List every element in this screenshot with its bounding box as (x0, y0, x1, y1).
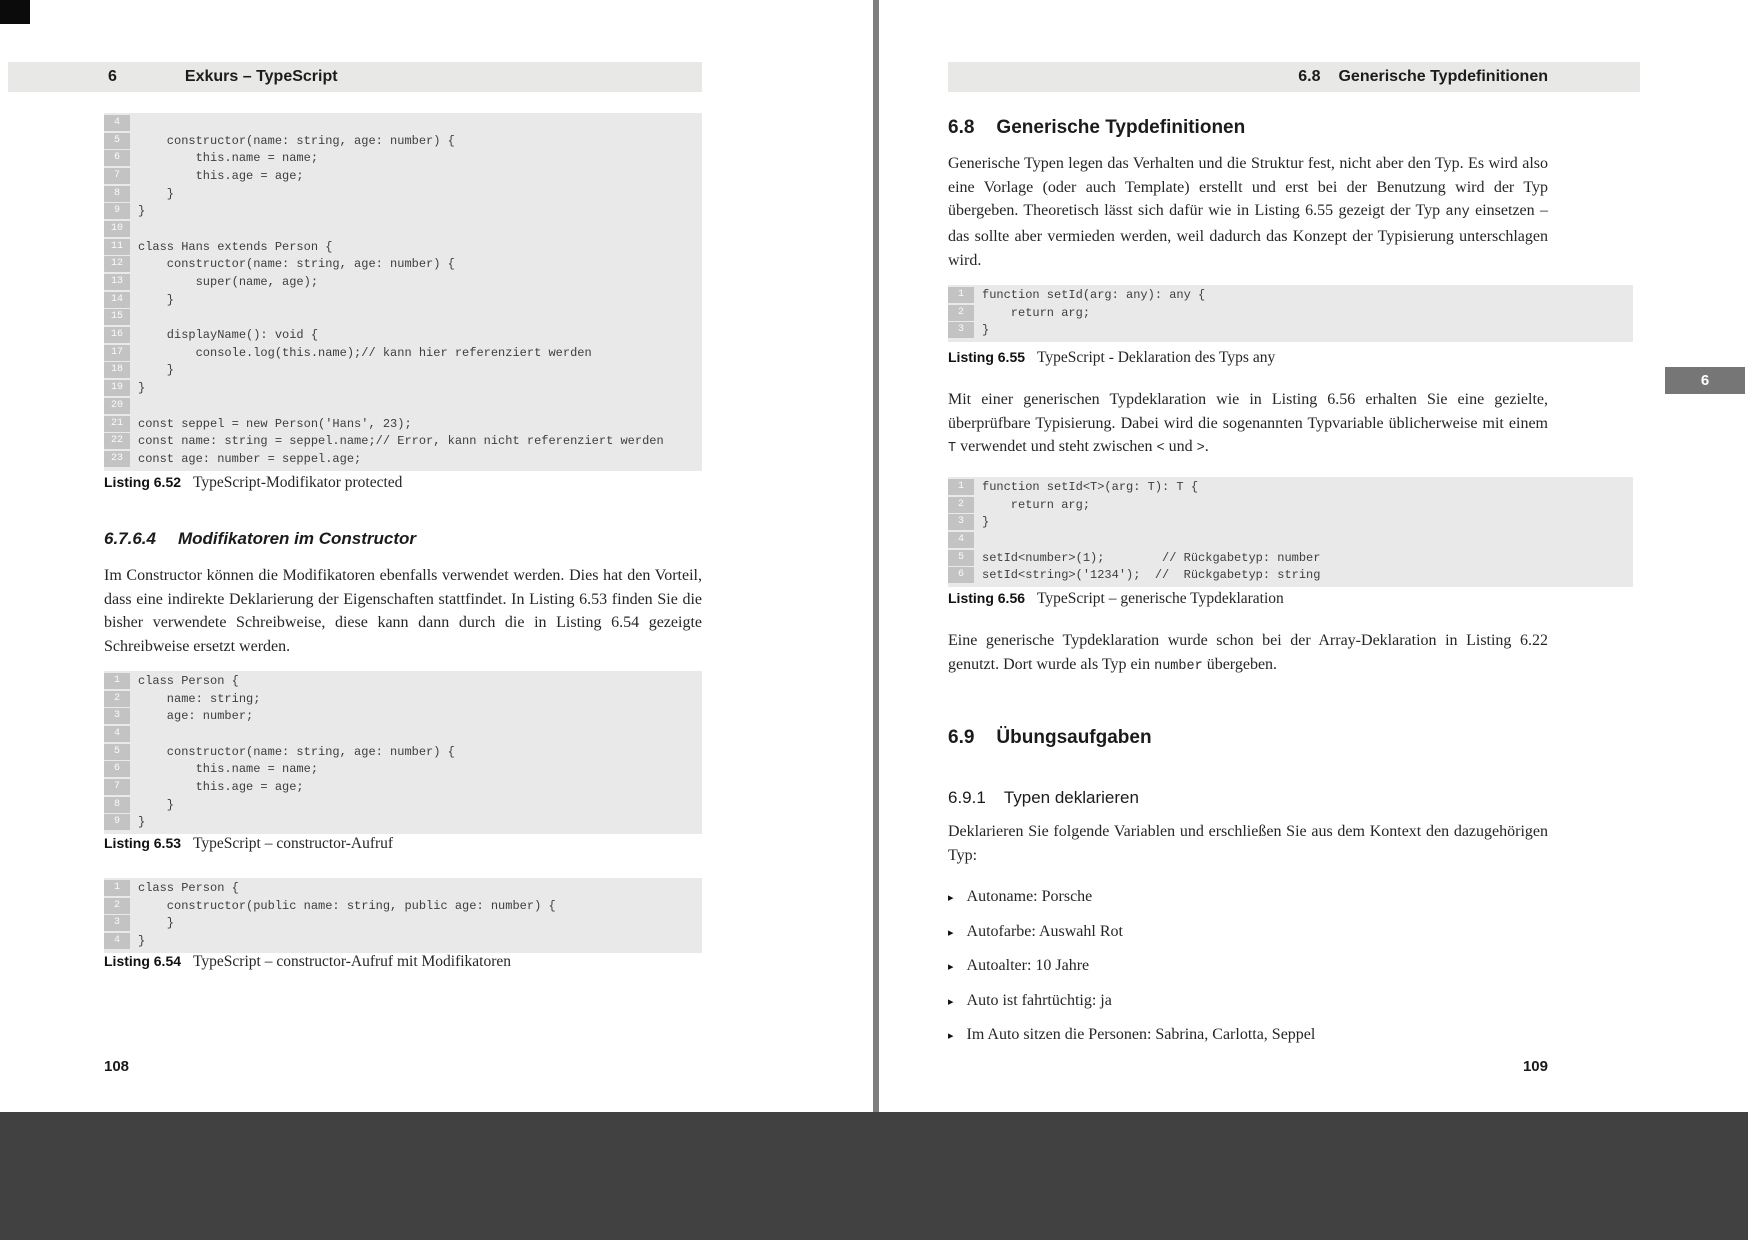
code-line (104, 256, 702, 274)
code-text: constructor(public name: string, public age: number) { (138, 898, 556, 913)
triangle-bullet-icon: ▸ (948, 1029, 954, 1042)
line-number: 4 (104, 933, 130, 949)
code-line (948, 496, 1633, 514)
code-line (104, 185, 702, 203)
code-line (948, 531, 1633, 549)
code-line (104, 344, 702, 362)
caption-label: Listing 6.56 (948, 590, 1026, 606)
bullet-item (948, 957, 1548, 975)
code-line (104, 914, 702, 932)
text-run: . (1204, 438, 1209, 456)
code-line (104, 778, 702, 796)
bullet-text: Autoalter: 10 Jahre (966, 957, 1090, 974)
line-number: 14 (104, 292, 130, 308)
caption-text: TypeScript – constructor-Aufruf (193, 835, 394, 852)
line-number: 2 (104, 691, 130, 707)
code-line (104, 238, 702, 256)
scan-corner-mark (0, 0, 30, 24)
line-number: 3 (104, 915, 130, 931)
triangle-bullet-icon: ▸ (948, 994, 954, 1008)
line-number: 12 (104, 256, 130, 272)
code-line (104, 273, 702, 291)
code-line (104, 932, 702, 950)
caption-text: TypeScript – generische Typdeklaration (1037, 590, 1284, 607)
line-number: 1 (104, 673, 130, 689)
section-number: 6.8 (948, 117, 975, 138)
section-number: 6.9.1 (948, 788, 986, 807)
code-text: } (138, 204, 146, 219)
text-run: übergeben. (1202, 655, 1278, 673)
caption-label: Listing 6.53 (104, 835, 182, 851)
code-line (948, 321, 1633, 339)
line-number: 7 (104, 168, 130, 184)
code-line (104, 132, 702, 150)
text-run: und (1164, 438, 1197, 456)
code-listing-6-55 (948, 285, 1633, 342)
code-text: const seppel = new Person('Hans', 23); (138, 416, 412, 431)
code-text: } (138, 916, 175, 931)
code-line (104, 202, 702, 220)
listing-caption-6-54 (104, 953, 511, 971)
code-line (104, 450, 702, 468)
code-line (104, 814, 702, 832)
code-line (104, 379, 702, 397)
text-run: einsetzen – das sollte aber vermieden werden, weil dadurch das Konzept der Typisierung unterschlagen wird. (948, 202, 1548, 269)
section-heading-69 (948, 727, 1152, 749)
bullet-text: Autofarbe: Auswahl Rot (966, 922, 1123, 940)
chapter-number: 6 (108, 68, 117, 85)
code-line (104, 220, 702, 238)
line-number: 3 (948, 322, 974, 338)
running-header-right (948, 62, 1640, 92)
code-line (104, 326, 702, 344)
line-number: 4 (104, 726, 130, 742)
line-number: 2 (948, 305, 974, 321)
section-heading-6764 (104, 529, 416, 549)
bullet-list (948, 888, 1548, 1061)
code-text: } (138, 797, 175, 812)
code-line (104, 760, 702, 778)
page-number-right: 109 (1522, 1058, 1548, 1075)
caption-text: TypeScript – constructor-Aufruf mit Modifikatoren (193, 953, 512, 970)
code-text: age: number; (138, 709, 254, 724)
bullet-item (948, 923, 1548, 941)
line-number: 17 (104, 345, 130, 361)
code-text: } (982, 515, 990, 530)
code-line (948, 513, 1633, 531)
listing-caption-6-53 (104, 835, 393, 853)
page-number-left: 108 (104, 1058, 130, 1075)
code-line (104, 725, 702, 743)
line-number: 6 (104, 761, 130, 777)
code-line (104, 167, 702, 185)
line-number: 10 (104, 221, 130, 237)
caption-text: TypeScript - Deklaration des Typs any (1037, 349, 1276, 366)
caption-label: Listing 6.55 (948, 349, 1026, 365)
line-number: 9 (104, 203, 130, 219)
code-text: this.age = age; (138, 168, 304, 183)
code-text: } (138, 381, 146, 396)
listing-caption-6-56 (948, 590, 1284, 608)
code-text: } (138, 186, 175, 201)
text-run: Generische Typen legen das Verhalten und die Struktur fest, nicht aber den Typ. Es wird also eine Vorlage (oder auch Template) erstellt und erst bei der Benutzung wird der Typ übergeben. Theoretisch lässt sich dafür wie in Listing 6.55 gezeigt der Typ (948, 155, 1548, 220)
code-line (104, 897, 702, 915)
bullet-text: Auto ist fahrtüchtig: ja (966, 991, 1112, 1009)
inline-code: > (1196, 441, 1205, 457)
code-line (104, 415, 702, 433)
body-paragraph (948, 152, 1548, 273)
code-line (104, 690, 702, 708)
body-paragraph: Deklarieren Sie folgende Variablen und erschließen Sie aus dem Kontext den dazugehörigen Typ: (948, 823, 1548, 864)
triangle-bullet-icon: ▸ (948, 925, 954, 939)
triangle-bullet-icon: ▸ (948, 891, 954, 904)
section-title: Generische Typdefinitionen (996, 117, 1246, 138)
code-text: } (138, 363, 175, 378)
code-text: return arg; (982, 497, 1091, 512)
bullet-item (948, 992, 1548, 1010)
code-text: class Person { (138, 673, 239, 688)
code-line (104, 362, 702, 380)
scan-bottom-band (0, 1112, 1748, 1240)
section-title: Generische Typdefinitionen (1338, 68, 1548, 85)
line-number: 5 (104, 133, 130, 149)
page-gutter-divider (873, 0, 879, 1112)
chapter-title: Exkurs – TypeScript (184, 68, 338, 85)
code-text: this.age = age; (138, 779, 304, 794)
code-text: constructor(name: string, age: number) { (138, 133, 455, 148)
line-number: 20 (104, 398, 130, 414)
listing-caption-6-52 (104, 474, 402, 492)
body-paragraph: Im Constructor können die Modifikatoren ebenfalls verwendet werden. Dies hat den Vorteil, dass eine indirekte Deklarierung der Eigenschaften stattfindet. In Listing 6.53 finden Sie die bisher verwendete Schreibweise, diese kann dann durch die in Listing 6.54 gezeigte Schreibweise ersetzt werden. (104, 567, 702, 656)
code-line (104, 114, 702, 132)
code-text: setId<string>('1234'); // Rückgabetyp: string (982, 568, 1321, 583)
code-text: constructor(name: string, age: number) { (138, 744, 455, 759)
code-line (104, 291, 702, 309)
section-title: Modifikatoren im Constructor (178, 529, 417, 548)
code-text: return arg; (982, 305, 1091, 320)
code-text: console.log(this.name);// kann hier referenziert werden (138, 345, 592, 360)
code-line (948, 286, 1633, 304)
code-line (948, 304, 1633, 322)
bullet-item (948, 1026, 1548, 1044)
line-number: 4 (948, 532, 974, 548)
code-line (104, 309, 702, 327)
line-number: 6 (948, 567, 974, 583)
triangle-bullet-icon: ▸ (948, 960, 954, 973)
code-text: displayName(): void { (138, 328, 319, 343)
code-text: } (138, 815, 146, 830)
inline-code: any (1445, 205, 1470, 221)
line-number: 23 (104, 451, 130, 467)
line-number: 3 (104, 708, 130, 724)
line-number: 1 (948, 479, 974, 495)
line-number: 11 (104, 239, 130, 255)
bullet-text: Im Auto sitzen die Personen: Sabrina, Carlotta, Seppel (966, 1026, 1316, 1043)
line-number: 19 (104, 380, 130, 396)
text-run: verwendet und steht zwischen (956, 438, 1157, 456)
line-number: 9 (104, 814, 130, 830)
code-listing-6-56 (948, 477, 1633, 587)
section-heading-68 (948, 117, 1245, 139)
code-text: } (138, 292, 175, 307)
code-line (104, 397, 702, 415)
line-number: 2 (948, 497, 974, 513)
line-number: 3 (948, 514, 974, 530)
line-number: 15 (104, 309, 130, 325)
text-run: Eine generische Typdeklaration wurde schon bei der Array-Deklaration in Listing 6.22 genutzt. Dort wurde als Typ ein (948, 632, 1548, 673)
caption-text: TypeScript-Modifikator protected (193, 474, 403, 491)
listing-caption-6-55 (948, 349, 1275, 367)
line-number: 5 (104, 744, 130, 760)
line-number: 6 (104, 150, 130, 166)
code-text: constructor(name: string, age: number) { (138, 257, 455, 272)
line-number: 16 (104, 327, 130, 343)
line-number: 1 (104, 880, 130, 896)
section-number: 6.7.6.4 (104, 529, 156, 548)
caption-label: Listing 6.52 (104, 474, 182, 490)
line-number: 22 (104, 433, 130, 449)
section-heading-691 (948, 788, 1139, 808)
code-line (104, 432, 702, 450)
code-line (948, 478, 1633, 496)
code-line (948, 566, 1633, 584)
text-run: Mit einer generischen Typdeklaration wie in Listing 6.56 erhalten Sie eine gezielte, überprüfbare Typisierung. Dabei wird die sogenannten Typvariable üblicherweise mit einem (948, 391, 1548, 432)
line-number: 1 (948, 287, 974, 303)
line-number: 4 (104, 115, 130, 131)
code-line (104, 796, 702, 814)
line-number: 7 (104, 779, 130, 795)
bullet-item (948, 888, 1548, 906)
code-line (104, 879, 702, 897)
running-header-left (8, 62, 702, 92)
code-listing-6-54 (104, 878, 702, 953)
code-text: this.name = name; (138, 151, 319, 166)
line-number: 5 (948, 550, 974, 566)
section-number: 6.9 (948, 727, 975, 748)
code-listing-6-53 (104, 671, 702, 834)
code-text: const name: string = seppel.name;// Error, kann nicht referenziert werden (138, 434, 664, 449)
line-number: 8 (104, 797, 130, 813)
line-number: 13 (104, 274, 130, 290)
line-number: 8 (104, 186, 130, 202)
section-number: 6.8 (1298, 68, 1321, 85)
code-text: setId<number>(1); // Rückgabetyp: number (982, 550, 1321, 565)
chapter-tab: 6 (1665, 367, 1745, 394)
code-text: const age: number = seppel.age; (138, 451, 362, 466)
code-text: this.name = name; (138, 762, 319, 777)
line-number: 18 (104, 362, 130, 378)
body-paragraph (948, 629, 1548, 678)
section-title: Übungsaufgaben (996, 727, 1152, 748)
code-listing-6-52 (104, 113, 702, 471)
inline-code: number (1154, 658, 1203, 674)
code-text: function setId(arg: any): any { (982, 287, 1206, 302)
line-number: 2 (104, 898, 130, 914)
code-text: function setId<T>(arg: T): T { (982, 479, 1199, 494)
inline-code: T (948, 441, 957, 457)
code-line (104, 707, 702, 725)
line-number: 21 (104, 416, 130, 432)
code-text: class Hans extends Person { (138, 239, 333, 254)
code-line (104, 743, 702, 761)
code-text: } (982, 323, 990, 338)
code-text: super(name, age); (138, 275, 319, 290)
bullet-text: Autoname: Porsche (966, 888, 1093, 905)
code-line (948, 549, 1633, 567)
code-line (104, 672, 702, 690)
section-title: Typen deklarieren (1003, 788, 1139, 807)
caption-label: Listing 6.54 (104, 953, 182, 969)
code-text: name: string; (138, 691, 261, 706)
inline-code: < (1156, 441, 1165, 457)
code-line (104, 149, 702, 167)
code-text: } (138, 933, 146, 948)
code-text: class Person { (138, 880, 239, 895)
body-paragraph (948, 388, 1548, 461)
